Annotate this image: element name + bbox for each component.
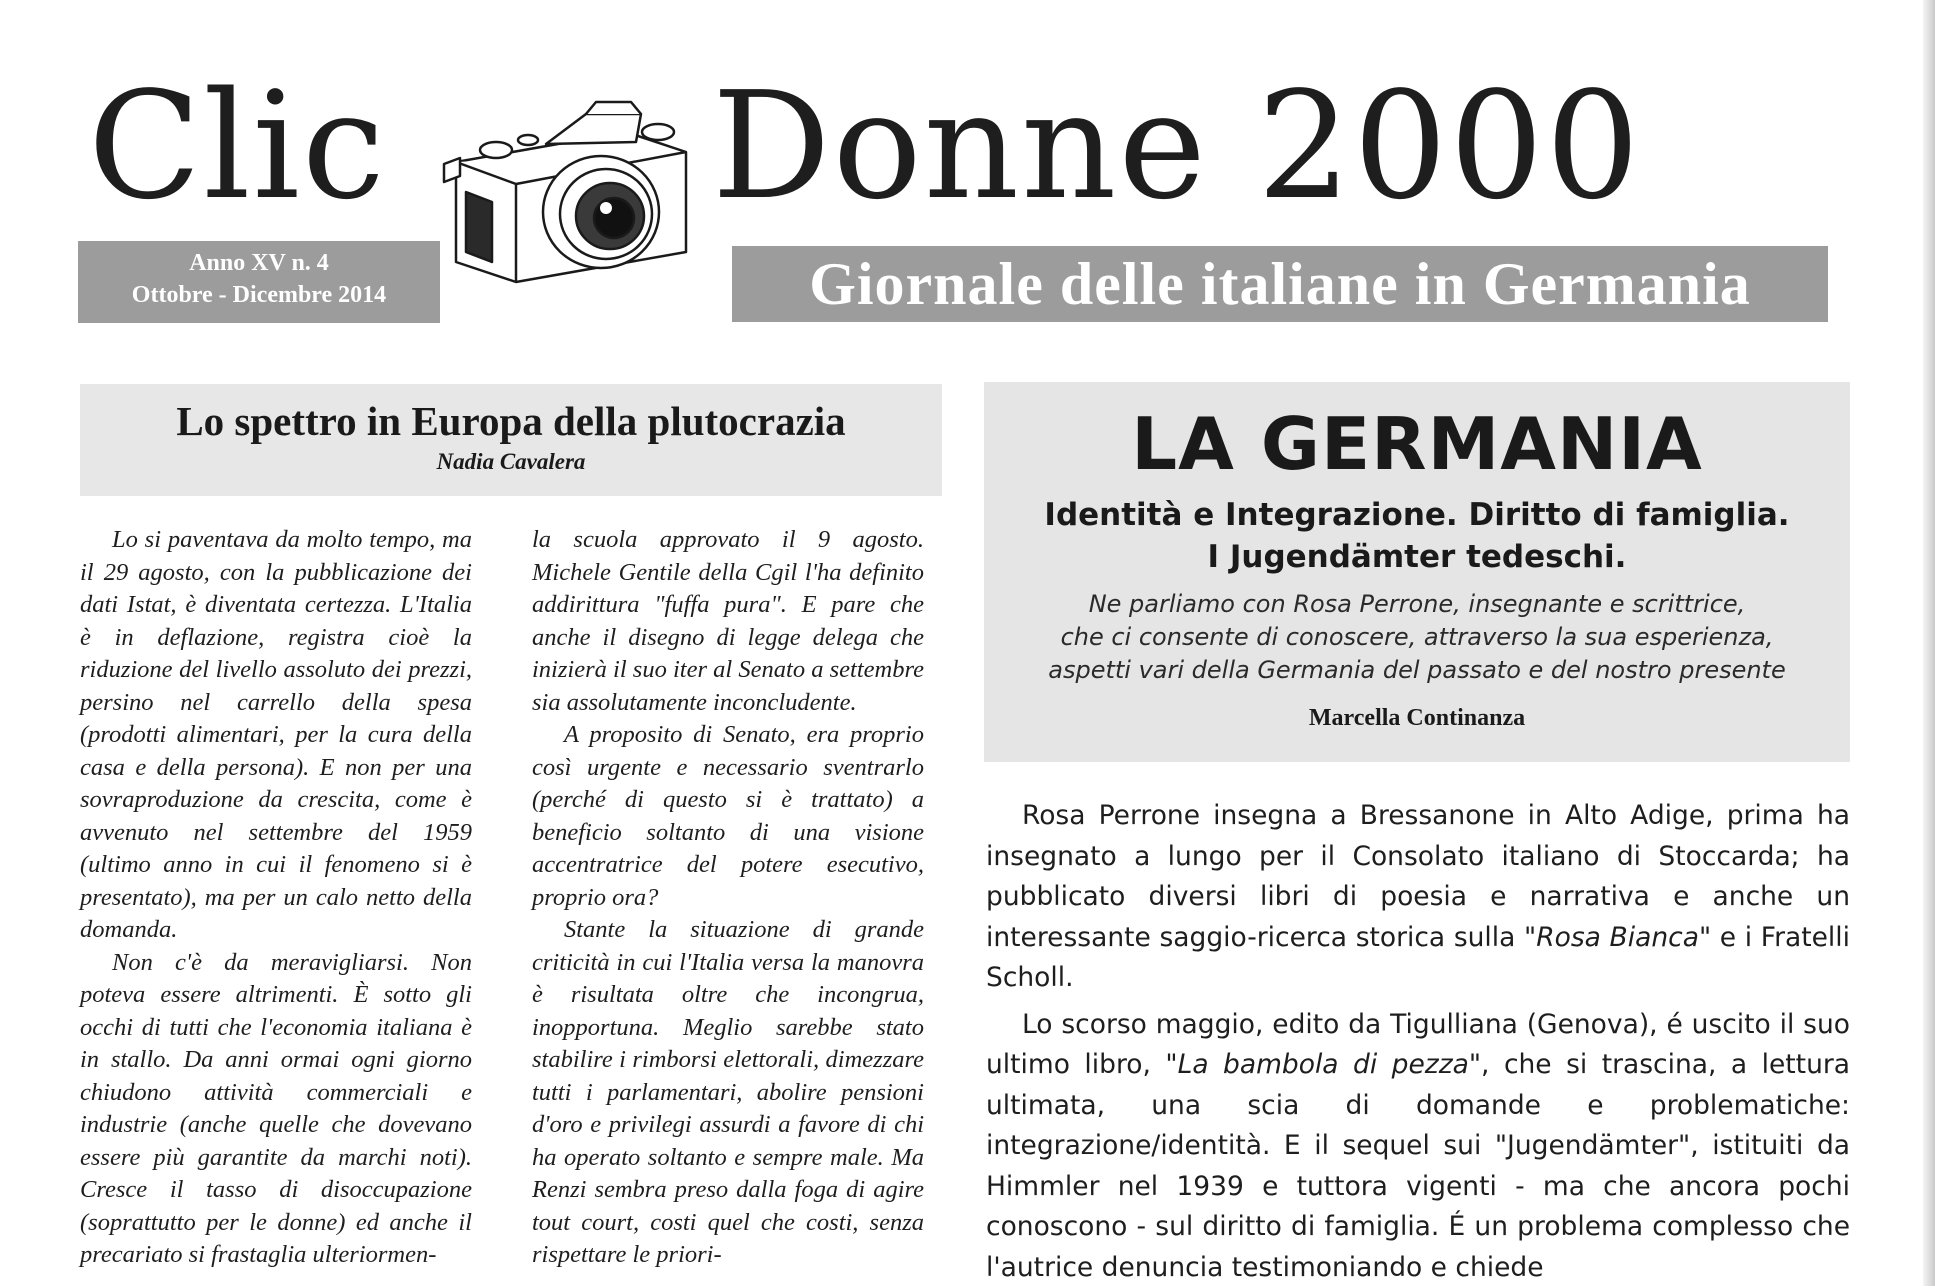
left-article-column-2 xyxy=(532,524,924,1272)
article-paragraph xyxy=(986,796,1850,999)
right-article-author: Marcella Continanza xyxy=(984,705,1850,732)
left-article-title: Lo spettro in Europa della plutocrazia xyxy=(80,396,942,446)
right-article-subtitle xyxy=(984,494,1850,578)
issue-info-box xyxy=(78,241,440,323)
article-paragraph: Non c'è da meravigliarsi. Non poteva essere altrimenti. È sotto gli occhi di tutti che l'economia italiana è in stallo. Da anni ormai ogni giorno chiudono attività commerciali e industrie (anche quelle che dovevano essere più garantite da marchi noti). Cresce il tasso di disoccupazione (soprattutto per le donne) ed anche il precariato si frastaglia ulteriormen- xyxy=(80,947,472,1272)
article-paragraph: A proposito di Senato, era proprio così urgente e necessario sventrarlo (perché di questo si è trattato) a beneficio soltanto di una visione accentratrice del potere esecutivo, proprio ora? xyxy=(532,719,924,914)
subtitle-line: I Jugendämter tedeschi. xyxy=(984,536,1850,578)
camera-icon xyxy=(436,92,706,292)
issue-date: Ottobre - Dicembre 2014 xyxy=(78,279,440,311)
text-run: Lo scorso maggio, edito da Tigulliana (Genova), é uscito il suo ultimo libro, xyxy=(986,1009,1850,1081)
newspaper-subtitle: Giornale delle italiane in Germania xyxy=(732,246,1828,322)
description-line: aspetti vari della Germania del passato e del nostro presente xyxy=(984,654,1850,687)
description-line: che ci consente di conoscere, attraverso la sua esperienza, xyxy=(984,621,1850,654)
page-edge xyxy=(1923,0,1935,1286)
left-article-header xyxy=(80,384,942,496)
article-paragraph: Lo si paventava da molto tempo, ma il 29 agosto, con la pubblicazione dei dati Istat, è diventata certezza. L'Italia è in deflazione, registra cioè la riduzione del livello assoluto dei prezzi, persino nel carrello della spesa (prodotti alimentari, per la cura della casa e della persona). E non per una sovraproduzione da crescita, come è avvenuto nel settembre del 1959 (ultimo anno in cui il fenomeno si è presentato), ma per un calo netto della domanda. xyxy=(80,524,472,947)
right-article-title: LA GERMANIA xyxy=(984,404,1850,484)
left-article-author: Nadia Cavalera xyxy=(80,449,942,475)
right-article-header xyxy=(984,382,1850,762)
description-line: Ne parliamo con Rosa Perrone, insegnante e scrittrice, xyxy=(984,588,1850,621)
book-title: "La bambola di pezza" xyxy=(1165,1049,1481,1080)
text-run: e i Fratelli Scholl. xyxy=(986,922,1850,994)
subtitle-line: Identità e Integrazione. Diritto di famiglia. xyxy=(984,494,1850,536)
article-paragraph: la scuola approvato il 9 agosto. Michele Gentile della Cgil l'ha definito addirittura "fuffa pura". E pare che anche il disegno di legge delega che inizierà il suo iter al Senato a settembre sia assolutamente inconcludente. xyxy=(532,524,924,719)
issue-number: Anno XV n. 4 xyxy=(78,247,440,279)
text-run: Rosa Perrone insegna a Bressanone in Alto Adige, prima ha insegnato a lungo per il Consolato italiano di Stoccarda; ha pubblicato diversi libri di poesia e narrativa e anche un interessante saggio-ricerca storica sulla xyxy=(986,800,1850,953)
article-paragraph xyxy=(986,1005,1850,1288)
book-title: "Rosa Bianca" xyxy=(1524,922,1711,953)
right-article-description xyxy=(984,588,1850,687)
text-run: , che si trascina, a lettura ultimata, una scia di domande e problematiche: integrazione/identità. E il sequel sui "Jugendämter", istituiti da Himmler nel 1939 e tuttora vigenti - ma che ancora pochi conoscono - sul diritto di famiglia. É un problema complesso che l'autrice denuncia testimoniando e chiede xyxy=(986,1049,1850,1283)
article-paragraph: Stante la situazione di grande criticità in cui l'Italia versa la manovra è risultata oltre che incongrua, inopportuna. Meglio sarebbe stato stabilire i rimborsi elettorali, dimezzare tutti i parlamentari, abolire pensioni d'oro e privilegi assurdi a favore di chi ha operato soltanto e sempre male. Ma Renzi sembra preso dalla foga di agire tout court, costi quel che costi, senza rispettare le priori- xyxy=(532,914,924,1272)
left-article-column-1 xyxy=(80,524,472,1272)
masthead-title-donne: Donne 2000 xyxy=(712,72,1642,220)
masthead-title-clic: Clic xyxy=(88,72,387,220)
right-article-body xyxy=(986,796,1850,1288)
